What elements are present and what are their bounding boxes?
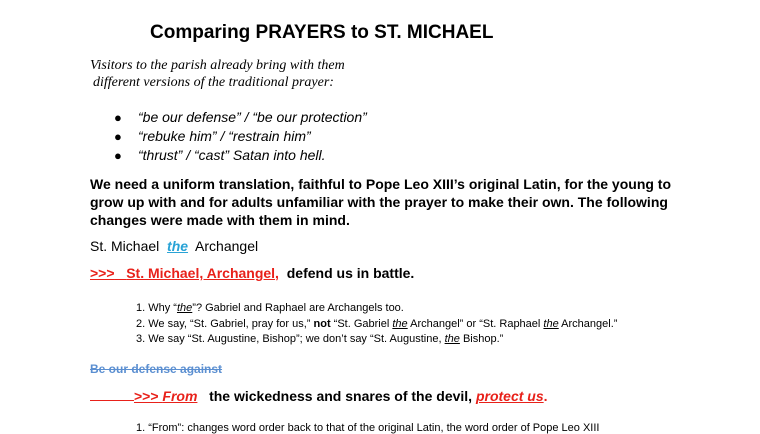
intro-line-2: different versions of the traditional prayer: [93, 75, 334, 90]
arrow-marker: >>> [134, 388, 159, 404]
paragraph-line-1: We need a uniform translation, faithful to Pope Leo XIII’s original Latin, for the young to [90, 176, 672, 192]
note-item: 3. We say “St. Augustine, Bishop”; we don’t say “St. Augustine, the Bishop.” [136, 333, 504, 345]
from-word: From [162, 388, 198, 404]
revised-line-2: >>> From the wickedness and snares of the devil, protect us. [90, 388, 548, 404]
bullet-text: “be our defense” / “be our protection” [138, 109, 367, 125]
protect-us-text: protect us [475, 388, 544, 404]
note-item: 2. We say, “St. Gabriel, pray for us,” not “St. Gabriel the Archangel” or “St. Raphael the Archangel.” [136, 318, 618, 330]
bullet-dot-icon: ● [114, 110, 122, 125]
paragraph-line-3: changes were made with them in mind. [90, 212, 350, 228]
original-part-2: Archangel [195, 238, 259, 254]
highlighted-the: the [167, 238, 189, 254]
paragraph-line-2: grow up with and for adults unfamiliar with the prayer to make their own. The following [90, 194, 668, 210]
bullet-text: “rebuke him” / “restrain him” [138, 128, 311, 144]
original-part-1: St. Michael [90, 238, 160, 254]
revised-black-text: the wickedness and snares of the devil, [209, 388, 473, 404]
revised-line-1 [90, 265, 414, 281]
red-underline-blank [90, 400, 134, 401]
note-item-partial: 1. “From”: changes word order back to that of the original Latin, the word order of Pope Leo XIII [136, 422, 600, 434]
revised-black-text: defend us in battle. [286, 265, 415, 281]
struck-phrase: Be our defense against [90, 362, 223, 376]
arrow-marker: >>> [90, 265, 115, 281]
bullet-text: “thrust” / “cast” Satan into hell. [138, 147, 326, 163]
note-item: 1. Why “the”? Gabriel and Raphael are Archangels too. [136, 302, 404, 314]
bullet-dot-icon: ● [114, 129, 122, 144]
revised-red-text: St. Michael, Archangel, [126, 265, 279, 281]
intro-line-1: Visitors to the parish already bring with them [90, 58, 345, 73]
page-title: Comparing PRAYERS to ST. MICHAEL [150, 22, 494, 43]
bullet-dot-icon: ● [114, 148, 122, 163]
original-title-line [90, 238, 258, 254]
